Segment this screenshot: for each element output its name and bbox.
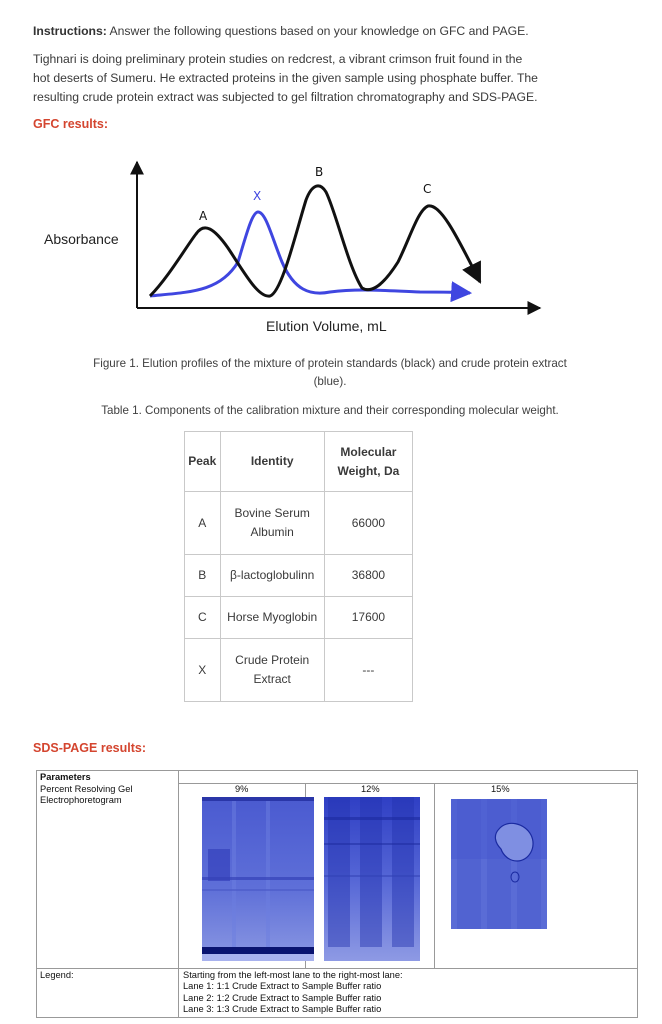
sds-gel-divider <box>434 783 435 968</box>
header-mw <box>324 432 412 492</box>
gfc-heading: GFC results: <box>33 117 109 131</box>
sds-electro-label: Electrophoretogram <box>40 795 122 805</box>
peak-label-a: A <box>199 209 208 223</box>
sds-heading: SDS-PAGE results: <box>33 741 146 755</box>
scenario-line-3: resulting crude protein extract was subjected to gel filtration chromatography and SDS-PAGE. <box>33 90 538 104</box>
header-peak: Peak <box>185 432 221 492</box>
chart-xlabel: Elution Volume, mL <box>266 318 387 334</box>
cell-mw: 36800 <box>324 555 412 597</box>
cell-mw: --- <box>324 639 412 702</box>
legend-line-lane-1: Lane 1: 1:1 Crude Extract to Sample Buffer ratio <box>183 981 382 992</box>
chart-ylabel: Absorbance <box>44 231 119 247</box>
scenario-line-1: Tighnari is doing preliminary protein studies on redcrest, a vibrant crimson fruit found in the <box>33 52 523 66</box>
cell-identity: β-lactoglobulinn <box>220 555 324 597</box>
gel-9-label: 9% <box>235 784 249 794</box>
legend-line-intro: Starting from the left-most lane to the right-most lane: <box>183 970 403 980</box>
legend-label: Legend: <box>40 970 74 980</box>
sds-params-label: Parameters <box>40 772 91 782</box>
cell-peak: X <box>185 639 221 702</box>
cell-peak: B <box>185 555 221 597</box>
scenario-line-2: hot deserts of Sumeru. He extracted proteins in the given sample using phosphate buffer. The <box>33 71 538 85</box>
gfc-chart <box>0 0 662 345</box>
figure-caption-line-1: Figure 1. Elution profiles of the mixture of protein standards (black) and crude protein extract <box>93 357 567 370</box>
table-header-row <box>185 432 413 492</box>
cell-peak: A <box>185 492 221 555</box>
legend-line-lane-3: Lane 3: 1:3 Crude Extract to Sample Buffer ratio <box>183 1004 382 1015</box>
cell-identity-line-2: Albumin <box>250 525 294 539</box>
peak-label-c: C <box>423 182 432 196</box>
cell-identity-line-1: Bovine Serum <box>234 506 310 520</box>
cell-identity <box>220 492 324 555</box>
sds-row-divider <box>37 968 637 969</box>
gel-12-label: 12% <box>361 784 380 794</box>
gel-15-image <box>451 799 547 929</box>
table-caption: Table 1. Components of the calibration mixture and their corresponding molecular weight. <box>101 404 559 417</box>
legend-text <box>183 970 403 1016</box>
header-mw-line-1: Molecular <box>340 444 397 459</box>
gel-15-label: 15% <box>491 784 510 794</box>
figure-caption-line-2: (blue). <box>313 375 347 388</box>
cell-identity-line-1: Crude Protein <box>235 653 310 667</box>
cell-identity: Horse Myoglobin <box>220 597 324 639</box>
instructions-label: Instructions: <box>33 24 107 38</box>
cell-identity <box>220 639 324 702</box>
table-row <box>185 555 413 597</box>
legend-line-lane-2: Lane 2: 1:2 Crude Extract to Sample Buffer ratio <box>183 992 382 1003</box>
header-identity: Identity <box>220 432 324 492</box>
gel-9-image <box>202 797 314 961</box>
crude-extract-curve <box>150 212 470 296</box>
cell-peak: C <box>185 597 221 639</box>
figure-caption <box>30 355 630 391</box>
calibration-table <box>184 431 413 702</box>
instructions-text: Answer the following questions based on your knowledge on GFC and PAGE. <box>106 24 529 38</box>
peak-label-x: X <box>253 189 262 203</box>
sds-table <box>36 770 638 1018</box>
peak-label-b: B <box>315 165 324 179</box>
standards-curve <box>150 186 480 296</box>
table-row <box>185 639 413 702</box>
table-row <box>185 492 413 555</box>
cell-mw: 17600 <box>324 597 412 639</box>
header-mw-line-2: Weight, Da <box>337 463 400 478</box>
cell-identity-line-2: Extract <box>253 672 291 686</box>
sds-col-divider <box>178 771 179 1017</box>
cell-mw: 66000 <box>324 492 412 555</box>
table-row <box>185 597 413 639</box>
gel-12-image <box>324 797 420 961</box>
sds-percent-label: Percent Resolving Gel <box>40 784 133 794</box>
